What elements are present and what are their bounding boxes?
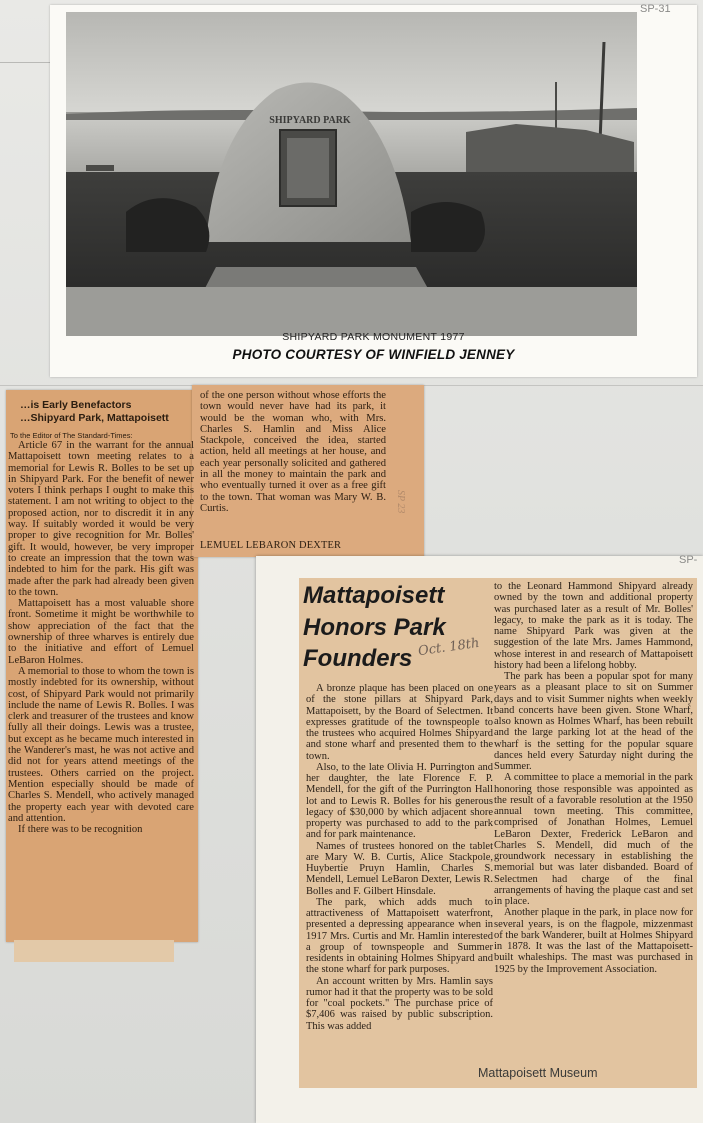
museum-credit: Mattapoisett Museum: [478, 1066, 598, 1080]
catalog-mark: SP-31: [640, 3, 671, 15]
article-column-2: [494, 581, 693, 975]
page-crease: [0, 62, 50, 63]
article-headline-line: Honors Park: [303, 613, 446, 641]
monument-photo-drawing: [66, 12, 637, 336]
article-paragraph: The park has been a popular spot for many years as a pleasant place to sit on Summer days and to visit Summer nights when weekly band concerts have been given. Stone Wharf, also known as Holmes Wharf, has been rebuilt and the large parking lot at the head of the wharf is the setting for the popular square dances held every Saturday night during the Summer.: [494, 671, 693, 772]
article-headline: [303, 580, 493, 675]
article-column-1: [306, 683, 493, 1032]
article-paragraph: Also, to the late Olivia H. Purrington and her daughter, the late Florence F. P. Mendell, for the gift of the Purrington Hall lot and to Lewis R. Bolles for his generous legacy of $30,000 by which adjacent shore property was purchased to add to the park and for park maintenance.: [306, 761, 493, 841]
article-paragraph: An account written by Mrs. Hamlin says rumor had it that the property was to be sold for "coal pockets." The purchase price of $7,406 was raised by public subscription. This was added: [306, 975, 493, 1032]
letter-headline: [20, 399, 196, 425]
letter-salutation: To the Editor of The Standard-Times:: [10, 431, 133, 440]
article-paragraph: The park, which adds much to attractiveness of Mattapoisett waterfront, presented a depressing appearance when in 1917 Mrs. Curtis and Mr. Hamlin interested a group of townspeople and Summer residents in obtaining Holmes Shipyard and the stone wharf for park purposes.: [306, 896, 493, 976]
article-paragraph: to the Leonard Hammond Shipyard already owned by the town and additional property was purchased later as a result of Mr. Bolles' legacy, to make the park as it is today. The name Shipyard Park was given at the suggestion of the late Mrs. James Hammond, whose interest in and research of Mattapoisett history had been a lifelong hobby.: [494, 581, 693, 671]
article-headline-line: Mattapoisett: [303, 582, 445, 609]
handwritten-date: Oct. 18th: [417, 635, 481, 660]
photo-credit: PHOTO COURTESY OF WINFIELD JENNEY: [232, 347, 515, 362]
article-paragraph: A bronze plaque has been placed on one of the stone pillars at Shipyard Park, Mattapoisett, by the Board of Selectmen. It expresses gratitude of the townspeople to the trustees who acquired Holmes Shipyard and stone wharf and presented them to the town.: [306, 683, 493, 762]
letter-column-1: [8, 440, 194, 835]
letter-column-2: [200, 390, 386, 514]
tape-strip: [14, 940, 174, 962]
handwritten-note: SP 23: [395, 490, 406, 514]
letter-paragraph: of the one person without whose efforts the town would never have had its park, it would be the woman who, with Mrs. Charles S. Hamlin and Miss Alice Stackpole, conceived the idea, started action, held all meetings at her house, and each year personally solicited and gathered in all the money to maintain the park and who eventually turned it over as a free gift to the town. That woman was Mary W. B. Curtis.: [200, 390, 386, 514]
letter-paragraph: If there was to be recognition: [18, 824, 143, 836]
catalog-mark: SP-: [679, 554, 698, 566]
monument-sign-text: SHIPYARD PARK: [269, 115, 351, 126]
letter-headline-line-2: …Shipyard Park, Mattapoisett: [20, 412, 169, 424]
article-paragraph: A committee to place a memorial in the park honoring those responsible was appointed as the result of a favorable resolution at the 1950 annual town meeting. This committee, comprised of Jonathan Holmes, Lemuel LeBaron Dexter, Frederick LeBaron and Charles S. Mendell, did much of the groundwork necessary in establishing the memorial but was later disbanded. Board of Selectmen had charge of the final arrangements of having the plaque cast and set in place.: [494, 772, 693, 907]
article-paragraph: Another plaque in the park, in place now for several years, is on the flagpole, mizzenmast of the bark Wanderer, built at Holmes Shipyard in 1878. It was the last of the Mattapoisett-built whaleships. The mast was purchased in 1925 by the Improvement Association.: [494, 907, 693, 975]
letter-paragraph: A memorial to those to whom the town is mostly indebted for its ownership, without cost, of Shipyard Park would not primarily include the name of Lewis R. Bolles. I was clerk and treasurer of the trustees and know fully all their doings. Lewis was a trustee, but except as he became much interested in the Wanderer's mast, he was not active and did not for years attend meetings of the trustees. Others carried on the project. Mention especially should be made of Charles S. Mendell, who actively managed the property each year with devoted care and attention.: [8, 665, 194, 824]
letter-paragraph: Article 67 in the warrant for the annual Mattapoisett town meeting relates to a memorial for Lewis R. Bolles to be set up in Shipyard Park. For the benefit of newer voters I think perhaps I ought to make this statement. I am not writing to object to the proposed action, nor to discredit it in any way. If suitably worded it would be very proper to give recognition for Mr. Bolles' gift. It would, however, be very improper to create an impression that the town was indebted to him for the park. His gift was made after the park had already been given to the town.: [8, 440, 194, 598]
photo-caption: SHIPYARD PARK MONUMENT 1977: [282, 331, 465, 343]
letter-signature: LEMUEL LEBARON DEXTER: [200, 540, 342, 551]
monument-photo: [66, 12, 637, 336]
article-headline-line: Founders: [303, 645, 413, 672]
letter-paragraph: Mattapoisett has a most valuable shore front. Sometime it might be worthwhile to show appreciation of the fact that the ownership of three wharves is entirely due to the initiative and effort of Lemuel LeBaron Holmes.: [8, 598, 194, 666]
letter-headline-line-1: …is Early Benefactors: [20, 399, 132, 411]
article-paragraph: Names of trustees honored on the tablet are Mary W. B. Curtis, Alice Stackpole, Huybertie Pruyn Hamlin, Charles S. Mendell, Lemuel LeBaron Dexter, Lewis R. Bolles and F. Gilbert Hinsdale.: [306, 840, 493, 897]
